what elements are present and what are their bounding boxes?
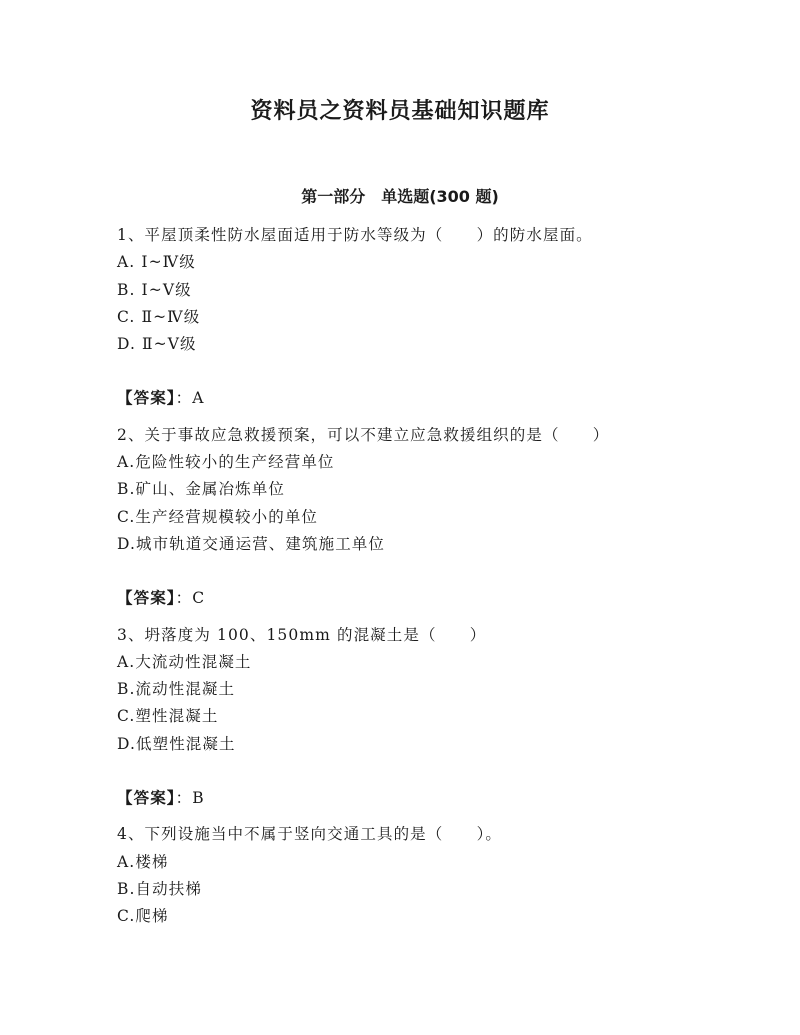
- question-option: D.城市轨道交通运营、建筑施工单位: [117, 534, 386, 553]
- answer-label: 【答案】: [117, 389, 176, 408]
- question-option: A.大流动性混凝土: [117, 652, 252, 671]
- question-option: D. Ⅱ~Ⅴ级: [117, 335, 197, 354]
- question-item: [117, 422, 757, 613]
- question-option: D.低塑性混凝土: [117, 734, 236, 753]
- answer-line: [117, 385, 757, 412]
- question-stem: 2、关于事故应急救援预案，可以不建立应急救援组织的是（ ）: [117, 425, 610, 444]
- answer-label: 【答案】: [117, 589, 176, 608]
- question-option: B.矿山、金属冶炼单位: [117, 480, 285, 499]
- answer-value: C: [192, 589, 206, 608]
- question-stem: 3、坍落度为 100、150mm 的混凝土是（ ）: [117, 625, 487, 644]
- answer-line: [117, 585, 757, 612]
- answer-value: A: [192, 389, 205, 408]
- question-option: C.生产经营规模较小的单位: [117, 507, 319, 526]
- answer-separator: ：: [175, 389, 193, 408]
- answer-label: 【答案】: [117, 789, 176, 808]
- question-item: [117, 821, 757, 930]
- question-stem: 4、下列设施当中不属于竖向交通工具的是（ ）。: [117, 825, 503, 844]
- question-option: C. Ⅱ~Ⅳ级: [117, 307, 201, 326]
- question-option: A. Ⅰ~Ⅳ级: [117, 253, 196, 272]
- answer-separator: ：: [175, 589, 193, 608]
- question-option: C.爬梯: [117, 907, 169, 926]
- question-option: A.危险性较小的生产经营单位: [117, 453, 335, 472]
- question-item: [117, 622, 757, 813]
- question-list: [117, 222, 757, 931]
- section-heading: [0, 184, 800, 207]
- answer-separator: ：: [175, 789, 193, 808]
- question-option: B. Ⅰ~Ⅴ级: [117, 280, 192, 299]
- question-option: C.塑性混凝土: [117, 707, 219, 726]
- question-item: [117, 222, 757, 413]
- question-option: B.流动性混凝土: [117, 680, 236, 699]
- section-part: 第一部分: [301, 187, 366, 206]
- answer-line: [117, 785, 757, 812]
- section-name: 单选题(300 题): [381, 187, 499, 206]
- answer-value: B: [192, 789, 205, 808]
- document-title: 资料员之资料员基础知识题库: [250, 99, 550, 124]
- question-option: B.自动扶梯: [117, 879, 202, 898]
- question-stem: 1、平屋顶柔性防水屋面适用于防水等级为（ ）的防水屋面。: [117, 226, 593, 244]
- question-option: A.楼梯: [117, 852, 169, 871]
